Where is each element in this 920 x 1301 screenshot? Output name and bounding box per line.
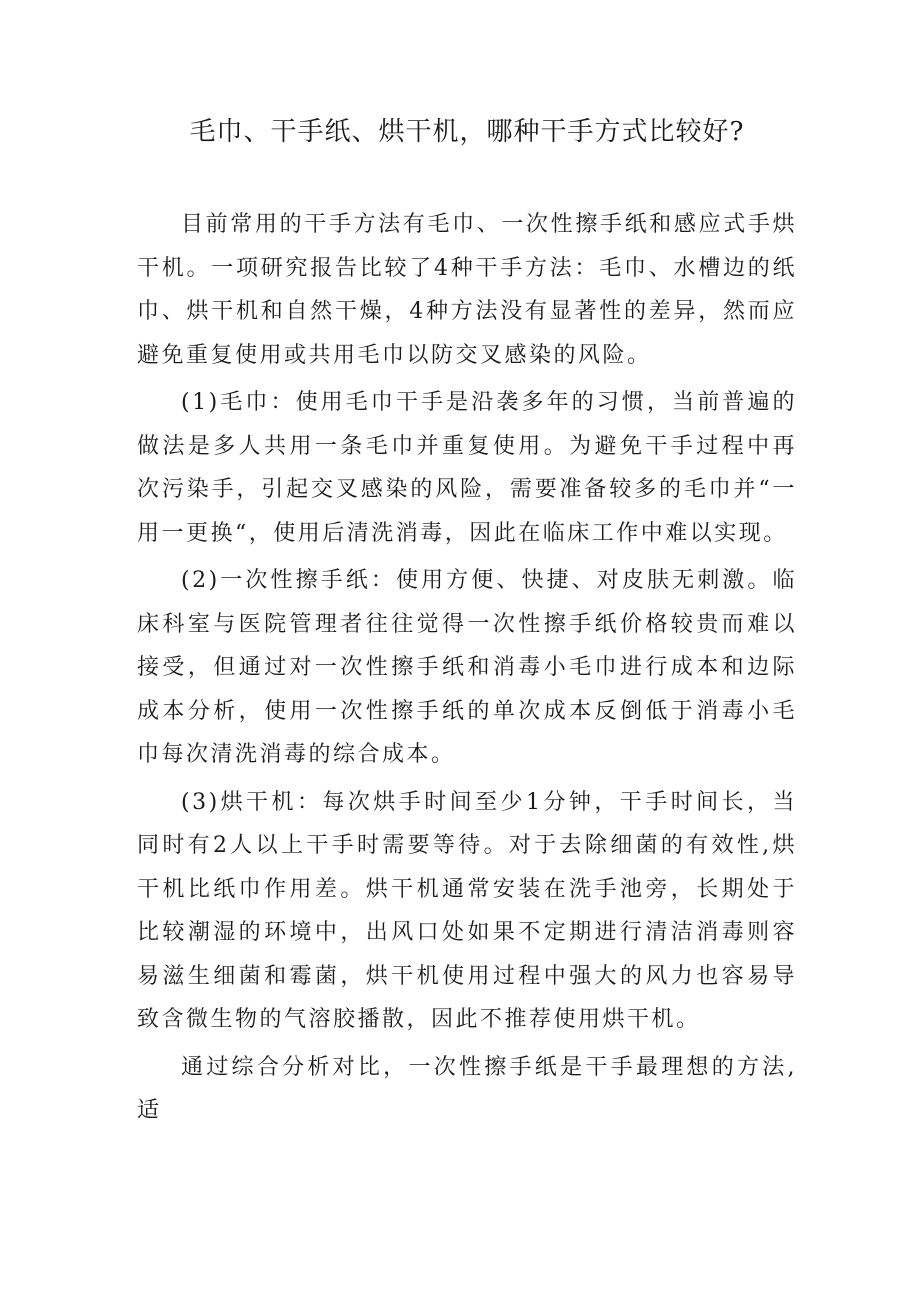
document-body bbox=[137, 203, 797, 1137]
paragraph-intro: 目前常用的干手方法有毛巾、一次性擦手纸和感应式手烘干机。一项研究报告比较了4种干手方法：毛巾、水槽边的纸巾、烘干机和自然干燥，4种方法没有显著性的差异，然而应避免重复使用或共用毛巾以防交叉感染的风险。 bbox=[137, 212, 797, 368]
paragraph-paper-towel: (2)一次性擦手纸：使用方便、快捷、对皮肤无刺激。临床科室与医院管理者往往觉得一次性擦手纸价格较贵而难以接受，但通过对一次性擦手纸和消毒小毛巾进行成本和边际成本分析，使用一次性擦手纸的单次成本反倒低于消毒小毛巾每次清洗消毒的综合成本。 bbox=[137, 568, 797, 767]
paragraph-towel: (1)毛巾：使用毛巾干手是沿袭多年的习惯，当前普遍的做法是多人共用一条毛巾并重复使用。为避免干手过程中再次污染手，引起交叉感染的风险，需要准备较多的毛巾并“一用一更换“，使用后清洗消毒，因此在临床工作中难以实现。 bbox=[137, 390, 797, 546]
document-title: 毛巾、干手纸、烘干机，哪种干手方式比较好? bbox=[189, 117, 745, 147]
paragraph-conclusion: 通过综合分析对比，一次性擦手纸是干手最理想的方法,适 bbox=[137, 1054, 797, 1123]
paragraph-hand-dryer: (3)烘干机：每次烘手时间至少1分钟，干手时间长，当同时有2人以上干手时需要等待。对于去除细菌的有效性,烘干机比纸巾作用差。烘干机通常安装在洗手池旁，长期处于比较潮湿的环境中，出风口处如果不定期进行清洁消毒则容易滋生细菌和霉菌，烘干机使用过程中强大的风力也容易导致含微生物的气溶胶播散，因此不推荐使用烘干机。 bbox=[137, 789, 797, 1032]
